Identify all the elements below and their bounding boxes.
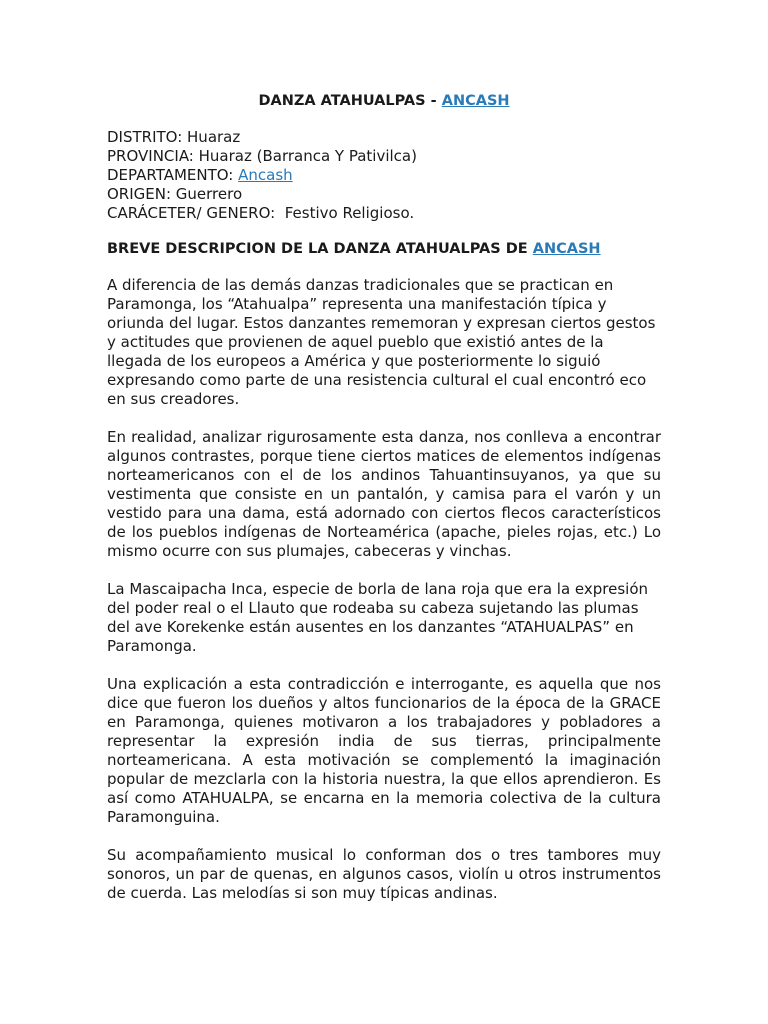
paragraph-3: La Mascaipacha Inca, especie de borla de lana roja que era la expresión del poder real o el Llauto que rodeaba su cabeza sujetando las plumas del ave Korekenke están ausentes en los danzantes “ATAHUALPAS” en Paramonga. <box>107 580 649 655</box>
departamento-label: DEPARTAMENTO: <box>107 166 239 184</box>
paragraph-4: Una explicación a esta contradicción e interrogante, es aquella que nos dice que fueron los dueños y altos funcionarios de la época de la GRACE en Paramonga, quienes motivaron a los trabajadores y pobladores a representar la expresión india de sus tierras, principalmente norteamericana. A esta motivación se complementó la imaginación popular de mezclarla con la historia nuestra, la que ellos aprendieron. Es así como ATAHUALPA, se encarna en la memoria colectiva de la cultura Paramonguina. <box>107 675 661 826</box>
title-ancash-link[interactable]: ANCASH <box>441 93 510 109</box>
dance-metadata <box>107 128 661 223</box>
document-title <box>107 92 661 111</box>
departamento-line <box>107 166 661 185</box>
subtitle-ancash-link[interactable]: ANCASH <box>532 241 601 257</box>
distrito-line: DISTRITO: Huaraz <box>107 128 241 146</box>
paragraph-2: En realidad, analizar rigurosamente esta danza, nos conlleva a encontrar algunos contrastes, porque tiene ciertos matices de elementos indígenas norteamericanos con el de los andinos Tahuantinsuyanos, ya que su vestimenta que consiste en un pantalón, y camisa para el varón y un vestido para una dama, está adornado con ciertos flecos característicos de los pueblos indígenas de Norteamérica (apache, pieles rojas, etc.) Lo mismo ocurre con sus plumajes, cabeceras y vinchas. <box>107 428 661 560</box>
provincia-line: PROVINCIA: Huaraz (Barranca Y Pativilca) <box>107 147 417 165</box>
title-text: DANZA ATAHUALPAS - <box>258 93 442 109</box>
caracter-line: CARÁCETER/ GENERO: Festivo Religioso. <box>107 204 415 222</box>
paragraph-1: A diferencia de las demás danzas tradicionales que se practican en Paramonga, los “Atahualpa” representa una manifestación típica y oriunda del lugar. Estos danzantes rememoran y expresan ciertos gestos y actitudes que provienen de aquel pueblo que existió antes de la llegada de los europeos a América y que posteriormente lo siguió expresando como parte de una resistencia cultural el cual encontró eco en sus creadores. <box>107 276 656 408</box>
document-body <box>107 92 661 922</box>
paragraph-5: Su acompañamiento musical lo conforman dos o tres tambores muy sonoros, un par de quenas, en algunos casos, violín u otros instrumentos de cuerda. Las melodías si son muy típicas andinas. <box>107 846 661 902</box>
departamento-ancash-link[interactable]: Ancash <box>238 166 293 184</box>
origen-line: ORIGEN: Guerrero <box>107 185 243 203</box>
section-subtitle <box>107 240 661 259</box>
subtitle-text: BREVE DESCRIPCION DE LA DANZA ATAHUALPAS DE <box>107 241 533 257</box>
